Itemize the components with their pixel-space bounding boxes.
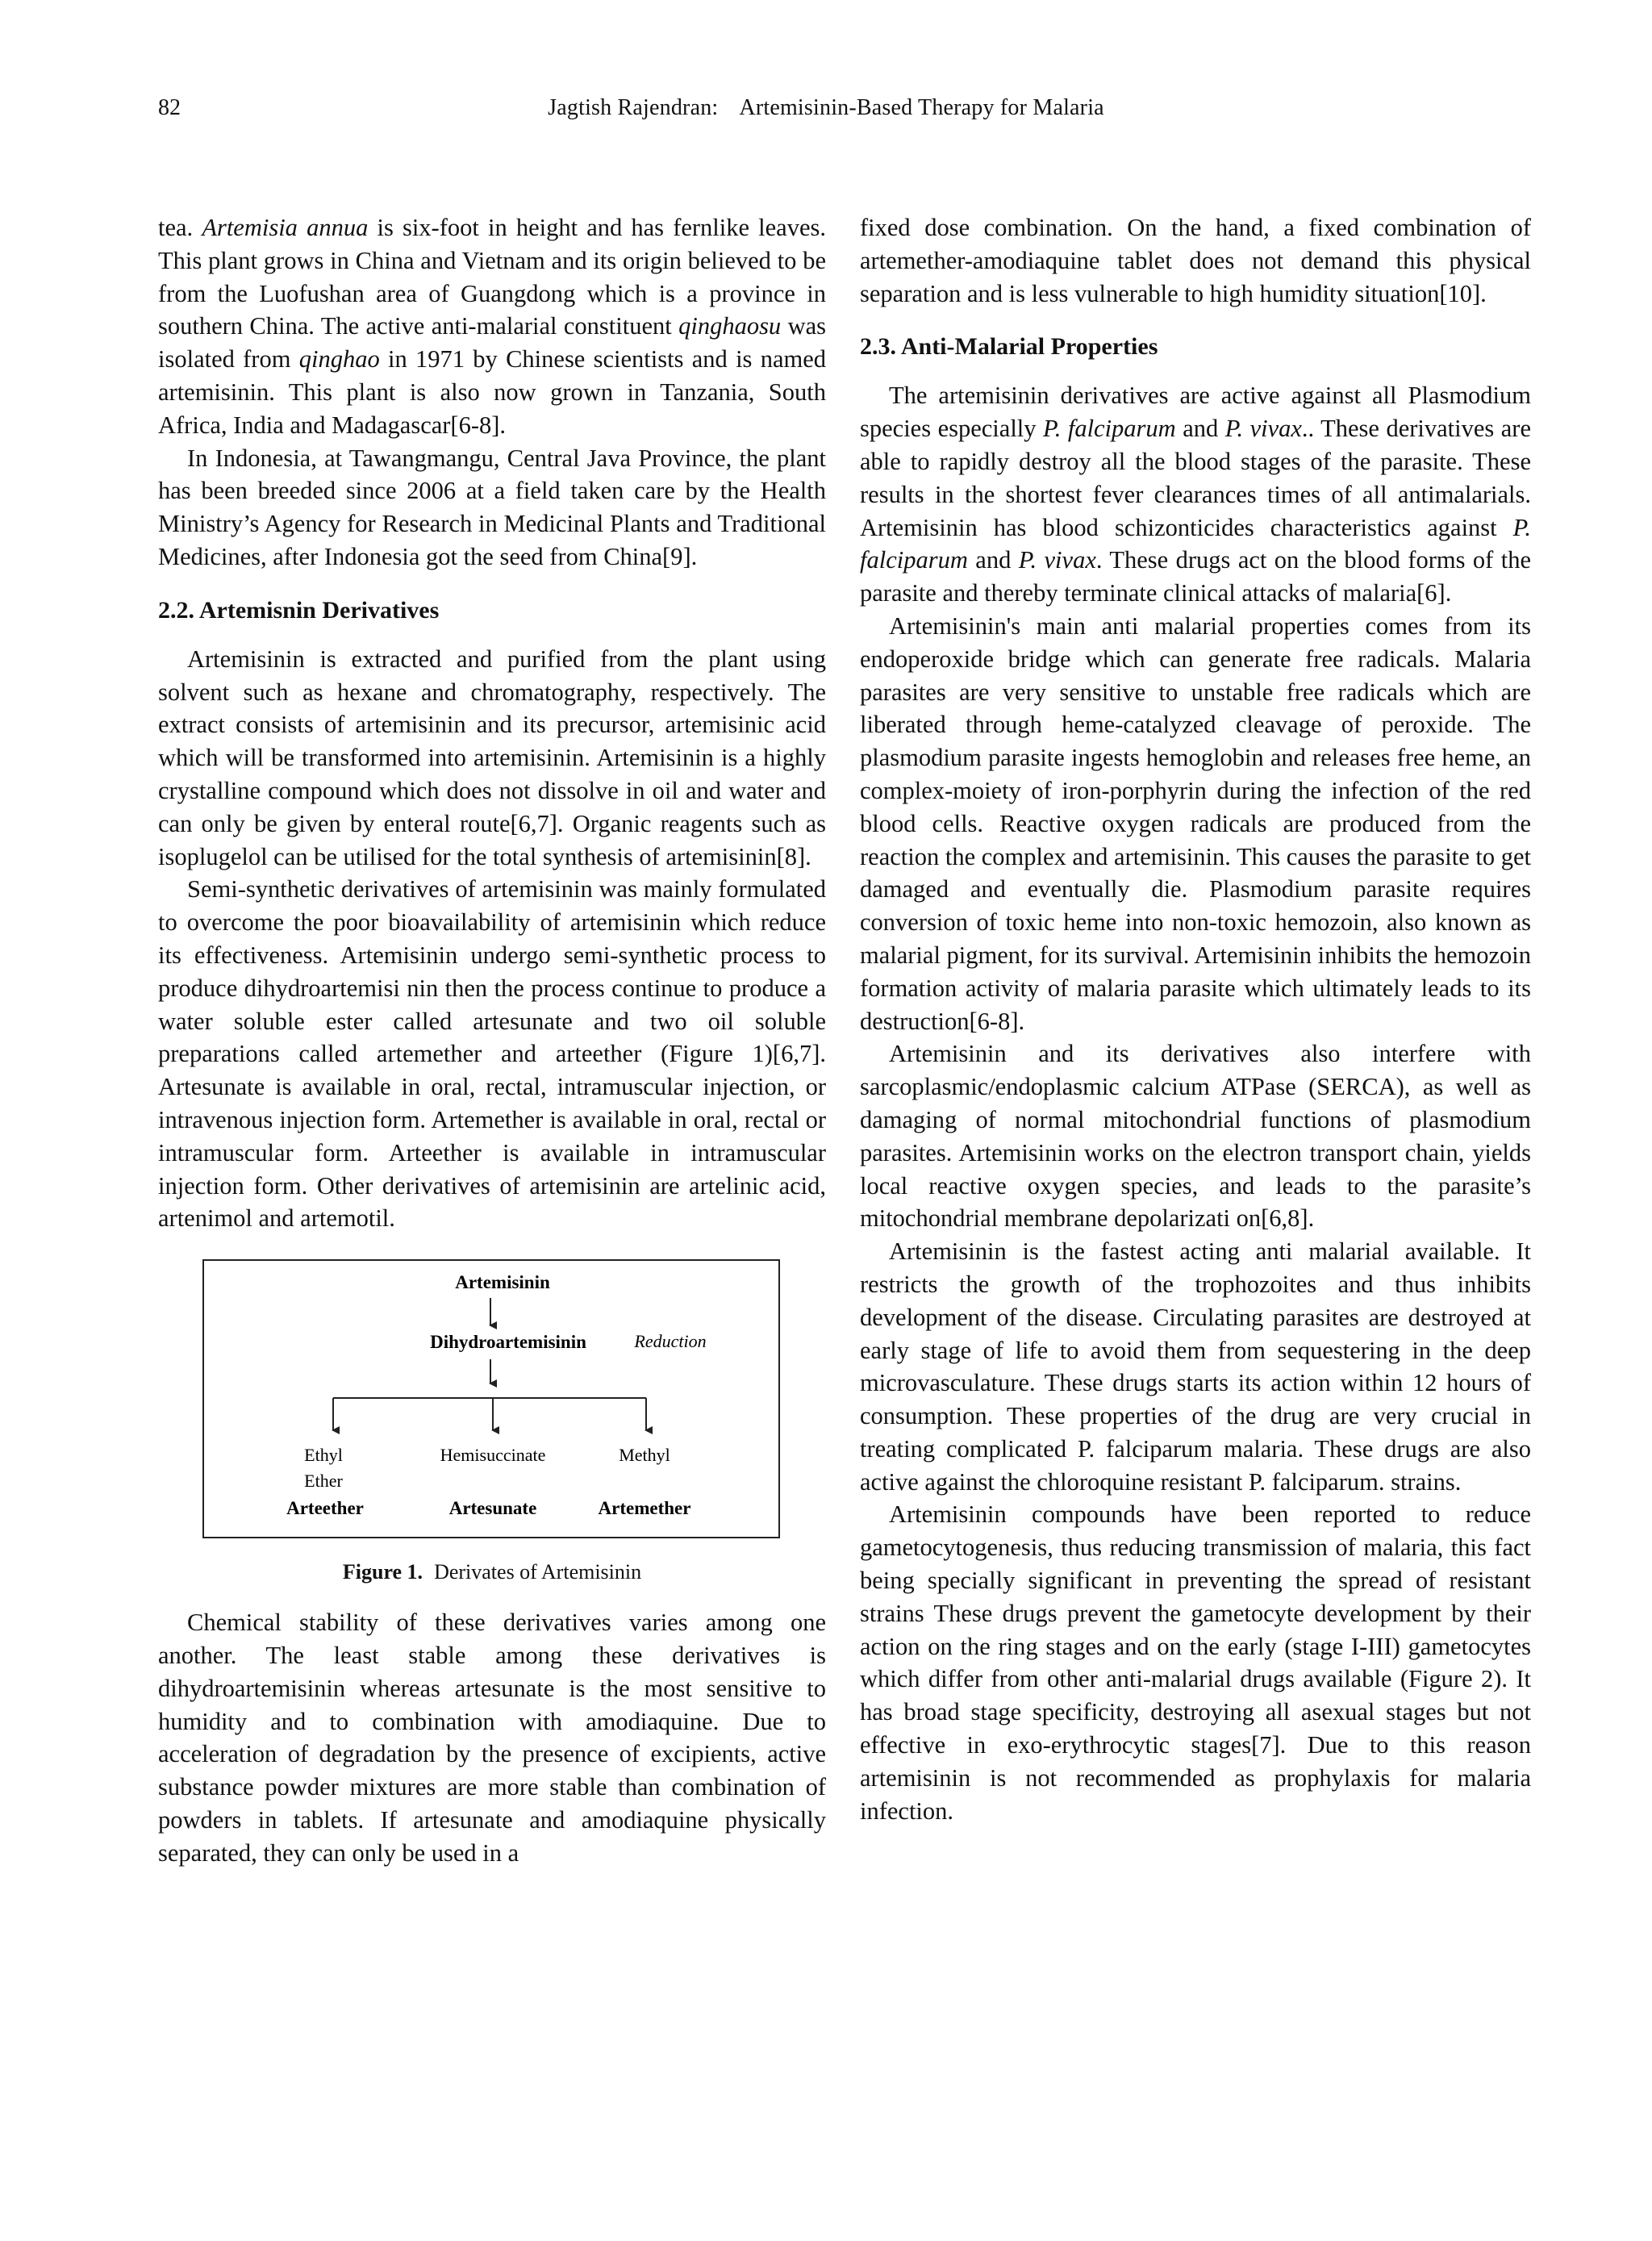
- label-hemisuccinate: Hemisuccinate: [440, 1445, 546, 1466]
- label-ether: Ether: [304, 1471, 343, 1492]
- left-column: [158, 211, 826, 1869]
- right-column: [860, 211, 1531, 1827]
- section-heading-2-2: 2.2. Artemisnin Derivatives: [158, 596, 440, 624]
- label-methyl: Methyl: [619, 1445, 670, 1466]
- paragraph-activity: The artemisinin derivatives are active against all Plasmodium species especially P. falciparum and P. vivax.. These derivatives are able to rapidly destroy all the blood stages of the parasite. These results in the shortest fever clearances times of all antimalarials. Artemisinin has blood schizonticides characteristics against P. falciparum and P. vivax. These drugs act on the blood forms of the parasite and thereby terminate clinical attacks of malaria[6].: [860, 382, 1531, 607]
- paragraph-extraction: Artemisinin is extracted and purified from the plant using solvent such as hexane and chromatography, respectively. The extract consists of artemisinin and its precursor, artemisinic acid which will be transformed into artemisinin. Artemisinin is a highly crystalline compound which does not dissolve in oil and water and can only be given by enteral route[6,7]. Organic reagents such as isoplugelol can be utilised for the total synthesis of artemisinin[8].: [158, 645, 826, 870]
- paragraph-mechanism: Artemisinin's main anti malarial properties comes from its endoperoxide bridge which can generate free radicals. Malaria parasites are very sensitive to unstable free radicals which are liberated through heme-catalyzed cleavage of peroxide. The plasmodium parasite ingests hemoglobin and releases free heme, an complex-moiety of iron-porphyrin during the infection of the red blood cells. Reactive oxygen radicals are produced from the reaction the complex and artemisinin. This causes the parasite to get damaged and eventually die. Plasmodium parasite requires conversion of toxic heme into non-toxic hemozoin, also known as malarial pigment, for its survival. Artemisinin inhibits the hemozoin formation activity of malaria parasite which ultimately leads to its destruction[6-8].: [860, 611, 1531, 1035]
- figure-caption: Figure 1. Derivates of Artemisinin: [342, 1560, 642, 1584]
- paragraph-serca: Artemisinin and its derivatives also interfere with sarcoplasmic/endoplasmic calcium ATPase (SERCA), as well as damaging of normal mitochondrial functions of plasmodium parasites. Artemisinin works on the electron transport chain, yields local reactive oxygen species, and leads to the parasite’s mitochondrial membrane depolarizati on[6,8].: [860, 1040, 1531, 1233]
- label-reduction: Reduction: [634, 1331, 707, 1352]
- figure-diagram-box: [202, 1259, 780, 1538]
- label-ethyl: Ethyl: [304, 1445, 343, 1466]
- paragraph-semi-synthetic: Semi-synthetic derivatives of artemisinin was mainly formulated to overcome the poor bioavailability of artemisinin which reduce its effectiveness. Artemisinin undergo semi-synthetic process to produce dihydroartemisi nin then the process continue to produce a water soluble ester called artesunate and two oil soluble preparations called artemether and arteether (Figure 1)[6,7]. Artesunate is available in oral, rectal, intramuscular injection, or intravenous injection form. Artemether is available in oral, rectal or intramuscular form. Arteether is available in intramuscular injection form. Other derivatives of artemisinin are artelinic acid, artenimol and artemotil.: [158, 875, 826, 1233]
- paragraph-gametocytogenesis: Artemisinin compounds have been reported to reduce gametocytogenesis, thus reducing transmission of malaria, this fact being specially significant in preventing the spread of resistant strains These drugs prevent the gametocyte development by their action on the ring stages and on the early (stage I-III) gametocytes which differ from other anti-malarial drugs available (Figure 2). It has broad stage specificity, destroying all asexual stages but not effective in exo-erythrocytic stages[7]. Due to this reason artemisinin is not recommended as prophylaxis for malaria infection.: [860, 1500, 1531, 1825]
- derivatives-diagram: [204, 1261, 782, 1540]
- paragraph-fastest-acting: Artemisinin is the fastest acting anti malarial available. It restricts the growth of the trophozoites and thus inhibits development of the disease. Circulating parasites are destroyed at early stage of life to avoid them from sequestering in the deep microvasculature. These drugs starts its action within 12 hours of consumption. These properties of the drug are very crucial in treating complicated P. falciparum malaria. These drugs are also active against the chloroquine resistant P. falciparum. strains.: [860, 1237, 1531, 1496]
- running-header: [0, 95, 1652, 121]
- node-artemisinin: Artemisinin: [455, 1272, 550, 1293]
- page-number: 82: [158, 95, 181, 120]
- header-author: Jagtish Rajendran:: [548, 95, 719, 120]
- section-heading-2-3: 2.3. Anti-Malarial Properties: [860, 333, 1158, 361]
- paragraph-stability: Chemical stability of these derivatives varies among one another. The least stable among these derivatives is dihydroartemisinin whereas artesunate is the most sensitive to humidity and to combination with amodiaquine. Due to acceleration of degradation by the presence of excipients, active substance powder mixtures are more stable than combination of powders in tablets. If artesunate and amodiaquine physically separated, they can only be used in a: [158, 1609, 826, 1867]
- node-artemether: Artemether: [598, 1498, 691, 1519]
- paragraph-fixed-dose: fixed dose combination. On the hand, a fixed combination of artemether-amodiaquine tablet does not demand this physical separation and is less vulnerable to high humidity situation[10].: [860, 214, 1531, 307]
- node-arteether: Arteether: [286, 1498, 364, 1519]
- figure-1: [158, 1259, 826, 1606]
- node-dihydroartemisinin: Dihydroartemisinin: [430, 1332, 586, 1353]
- paragraph-indonesia: In Indonesia, at Tawangmangu, Central Java Province, the plant has been breeded since 2006 at a field taken care by the Health Ministry’s Agency for Research in Medicinal Plants and Traditional Medicines, after Indonesia got the seed from China[9].: [158, 444, 826, 570]
- header-title: Artemisinin-Based Therapy for Malaria: [739, 95, 1104, 120]
- paragraph-intro: tea. Artemisia annua is six-foot in height and has fernlike leaves. This plant grows in China and Vietnam and its origin believed to be from the Luofushan area of Guangdong which is a province in southern China. The active anti-malarial constituent qinghaosu was isolated from qinghao in 1971 by Chinese scientists and is named artemisinin. This plant is also now grown in Tanzania, South Africa, India and Madagascar[6-8].: [158, 214, 826, 439]
- node-artesunate: Artesunate: [448, 1498, 537, 1519]
